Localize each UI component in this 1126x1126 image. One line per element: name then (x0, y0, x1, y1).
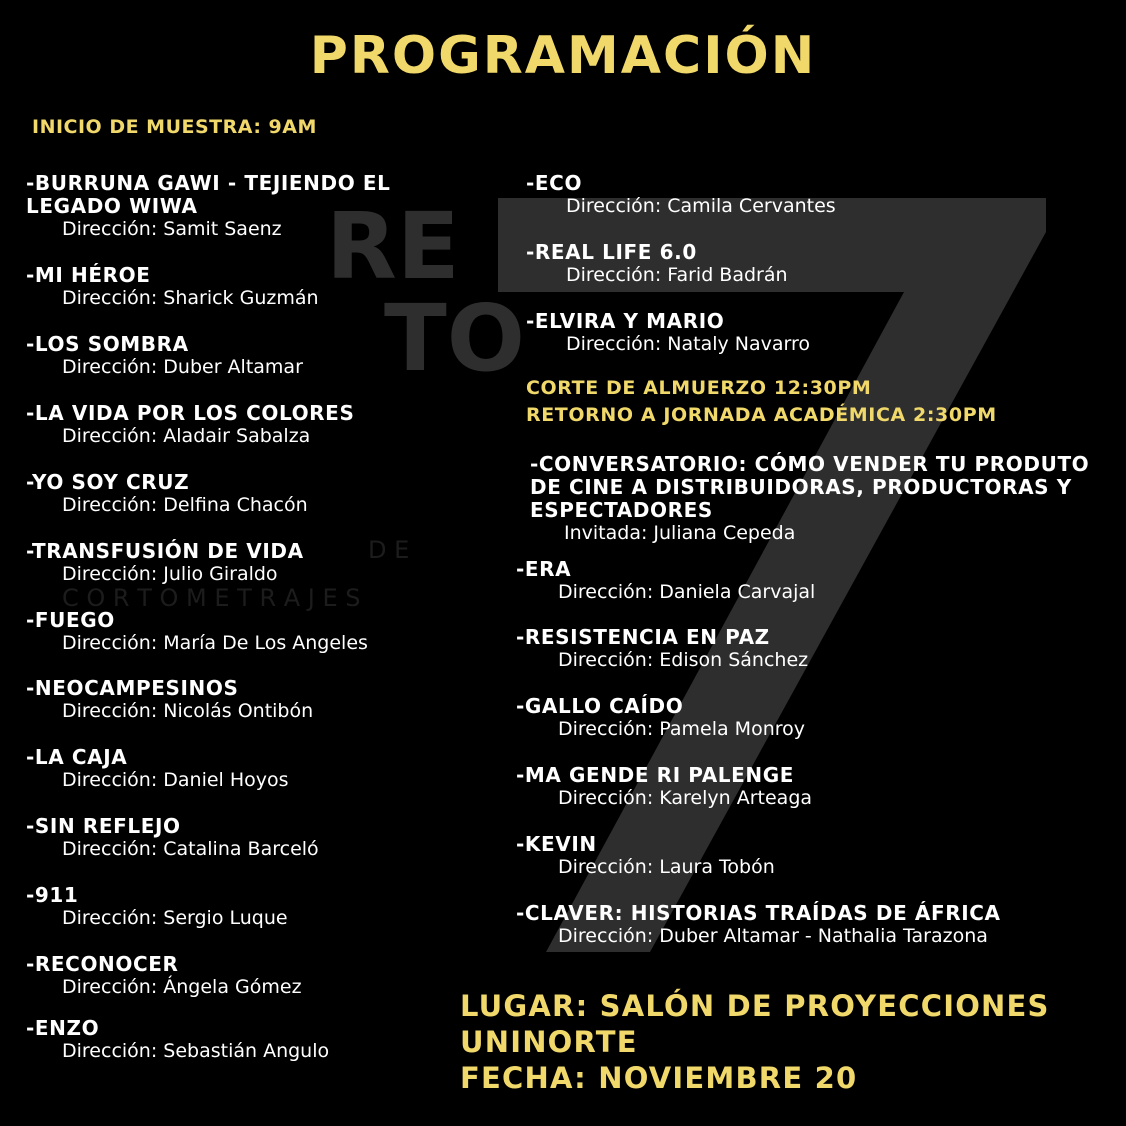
film-item (26, 264, 486, 310)
return-notice: RETORNO A JORNADA ACADÉMICA 2:30PM (526, 404, 997, 426)
film-director: Dirección: Duber Altamar (62, 356, 303, 378)
film-item (26, 677, 486, 723)
place-line-2: UNINORTE (460, 1025, 638, 1059)
film-title: -ELVIRA Y MARIO (526, 309, 725, 333)
film-title: -CLAVER: HISTORIAS TRAÍDAS DE ÁFRICA (516, 901, 1001, 925)
film-director: Dirección: Catalina Barceló (62, 838, 319, 860)
film-title: -LOS SOMBRA (26, 332, 189, 356)
film-title: -LA VIDA POR LOS COLORES (26, 401, 355, 425)
film-director: Dirección: Laura Tobón (558, 856, 775, 878)
film-item (526, 310, 1106, 356)
film-title: -FUEGO (26, 608, 115, 632)
film-item (516, 626, 1116, 672)
film-director: Dirección: Delfina Chacón (62, 494, 308, 516)
logo-word-to: TO (384, 285, 525, 392)
film-item (26, 815, 486, 861)
film-director: Dirección: Aladair Sabalza (62, 425, 311, 447)
lunch-notice: CORTE DE ALMUERZO 12:30PM (526, 377, 872, 399)
film-item (26, 333, 486, 379)
film-director: Dirección: Samit Saenz (62, 218, 282, 240)
film-title: -TRANSFUSIÓN DE VIDA (26, 539, 304, 563)
film-item (516, 695, 1116, 741)
film-title: -ERA (516, 557, 572, 581)
film-item (516, 902, 1116, 948)
film-item (516, 558, 1116, 604)
film-director: Dirección: Karelyn Arteaga (558, 787, 813, 809)
film-item (26, 884, 486, 930)
page-title: PROGRAMACIÓN (309, 26, 817, 86)
film-director: Dirección: Duber Altamar - Nathalia Tarazona (558, 925, 988, 947)
film-title: -RECONOCER (26, 952, 179, 976)
film-item (26, 953, 486, 999)
film-item (26, 540, 486, 586)
talk-guest: Invitada: Juliana Cepeda (564, 522, 796, 544)
film-director: Dirección: María De Los Angeles (62, 632, 368, 654)
film-title: -NEOCAMPESINOS (26, 676, 239, 700)
film-title: -GALLO CAÍDO (516, 694, 684, 718)
film-director: Dirección: Pamela Monroy (558, 718, 805, 740)
film-director: Dirección: Camila Cervantes (566, 195, 836, 217)
film-item (526, 172, 1106, 218)
film-title: -REAL LIFE 6.0 (526, 240, 697, 264)
film-item (516, 764, 1116, 810)
place-line-1: LUGAR: SALÓN DE PROYECCIONES (460, 989, 1050, 1023)
film-title: -YO SOY CRUZ (26, 470, 190, 494)
film-title: -ECO (526, 171, 583, 195)
film-item (26, 471, 486, 517)
film-title: -KEVIN (516, 832, 597, 856)
film-title: -ENZO (26, 1016, 100, 1040)
film-director: Dirección: Nataly Navarro (566, 333, 811, 355)
start-notice: INICIO DE MUESTRA: 9AM (32, 116, 317, 138)
film-director: Dirección: Julio Giraldo (62, 563, 278, 585)
film-director: Dirección: Sergio Luque (62, 907, 288, 929)
film-item (26, 609, 486, 655)
film-title: -MA GENDE RI PALENGE (516, 763, 795, 787)
film-title: -LA CAJA (26, 745, 128, 769)
film-title: -911 (26, 883, 79, 907)
film-director: Dirección: Sebastián Angulo (62, 1040, 330, 1062)
film-item (516, 833, 1116, 879)
film-item (26, 172, 486, 241)
film-director: Dirección: Edison Sánchez (558, 649, 809, 671)
film-item (26, 746, 486, 792)
event-footer (460, 988, 1050, 1096)
film-title: -MI HÉROE (26, 263, 151, 287)
film-title: -SIN REFLEJO (26, 814, 181, 838)
film-director: Dirección: Daniel Hoyos (62, 769, 289, 791)
film-director: Dirección: Farid Badrán (566, 264, 788, 286)
event-date: FECHA: NOVIEMBRE 20 (460, 1061, 858, 1095)
film-title: -BURRUNA GAWI - TEJIENDO EL LEGADO WIWA (26, 171, 391, 218)
talk-title: -CONVERSATORIO: CÓMO VENDER TU PRODUTO DE CINE A DISTRIBUIDORAS, PRODUCTORAS Y ESPECTADORES (530, 452, 1090, 522)
film-item (26, 402, 486, 448)
film-title: -RESISTENCIA EN PAZ (516, 625, 770, 649)
logo-word-re: RE (326, 193, 460, 300)
film-item (26, 1017, 486, 1063)
film-director: Dirección: Daniela Carvajal (558, 581, 816, 603)
film-item (526, 241, 1106, 287)
logo-line-cortometrajes: C O R T O M E T R A J E S (62, 584, 361, 612)
film-director: Dirección: Sharick Guzmán (62, 287, 319, 309)
film-director: Dirección: Nicolás Ontibón (62, 700, 314, 722)
talk-item (530, 453, 1110, 545)
film-director: Dirección: Ángela Gómez (62, 976, 302, 998)
logo-line-de: D E (368, 536, 410, 564)
